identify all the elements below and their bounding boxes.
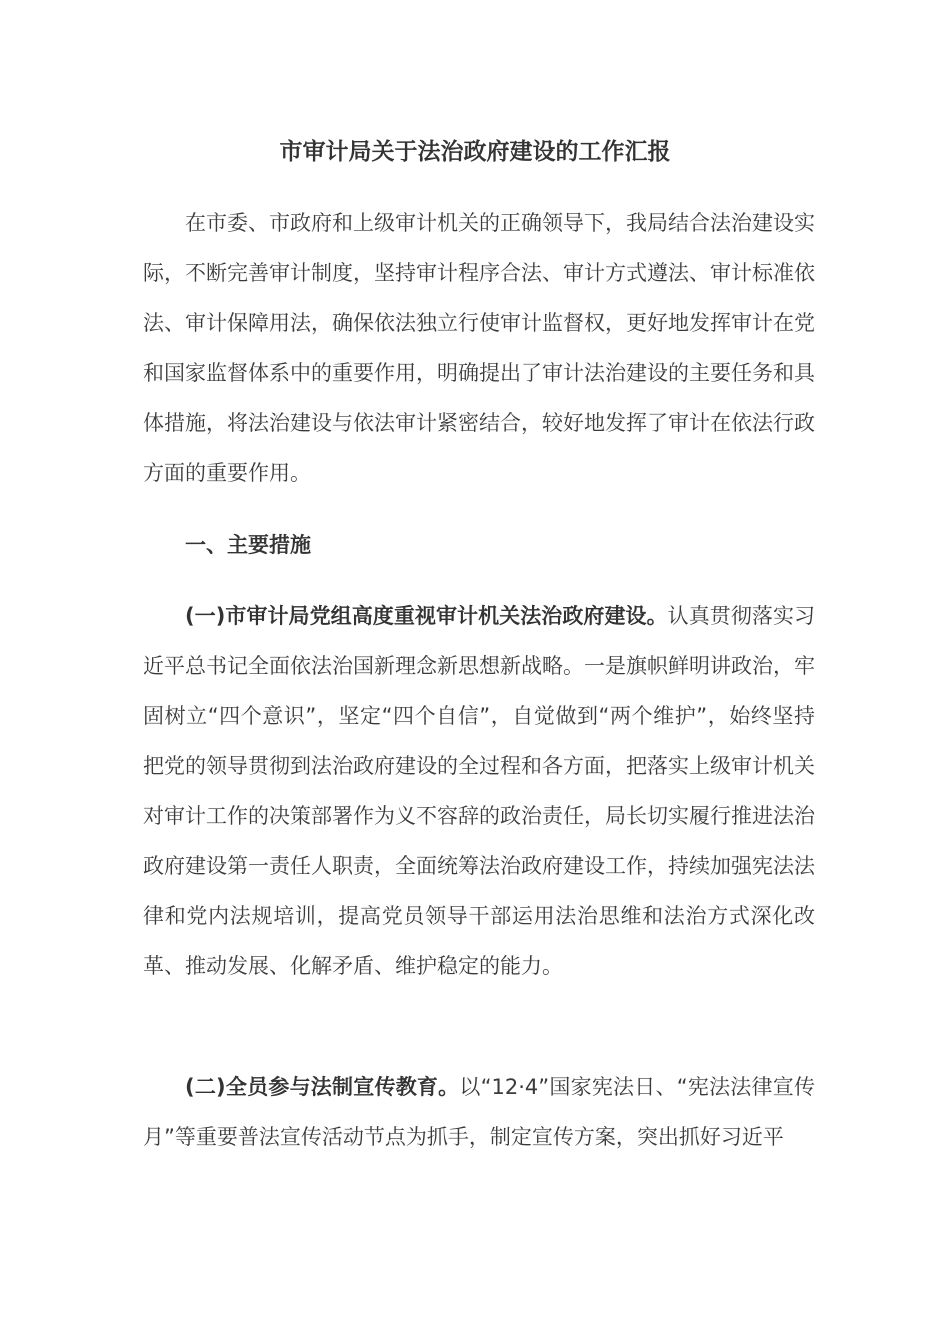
section-heading-main-measures: 一、主要措施 [185,533,311,557]
intro-paragraph: 在市委、市政府和上级审计机关的正确领导下，我局结合法治建设实际，不断完善审计制度，坚持审计程序合法、审计方式遵法、审计标准依法、审计保障用法，确保依法独立行使审计监督权，更好地发挥审计在党和国家监督体系中的重要作用，明确提出了审计法治建设的主要任务和具体措施，将法治建设与依法审计紧密结合，较好地发挥了审计在依法行政方面的重要作用。 [143,211,815,485]
document-title: 市审计局关于法治政府建设的工作汇报 [279,139,671,165]
item-body-2: 以“12·4”国家宪法日、“宪法法律宣传月”等重要普法宣传活动节点为抓手，制定宣传方案，突出抓好习近平 [143,1075,815,1149]
item-body-1: 认真贯彻落实习近平总书记全面依法治国新理念新思想新战略。一是旗帜鲜明讲政治，牢固树立“四个意识”，坚定“四个自信”，自觉做到“两个维护”，始终坚持把党的领导贯彻到法治政府建设的全过程和各方面，把落实上级审计机关对审计工作的决策部署作为义不容辞的政治责任，局长切实履行推进法治政府建设第一责任人职责，全面统筹法治政府建设工作，持续加强宪法法律和党内法规培训，提高党员领导干部运用法治思维和法治方式深化改革、推动发展、化解矛盾、维护稳定的能力。 [143,604,815,978]
item-lead-2: (二)全员参与法制宣传教育。 [185,1075,460,1099]
item-lead-1: (一)市审计局党组高度重视审计机关法治政府建设。 [185,604,668,628]
item-paragraph-1 [143,591,815,991]
item-paragraph-2 [143,1062,815,1162]
